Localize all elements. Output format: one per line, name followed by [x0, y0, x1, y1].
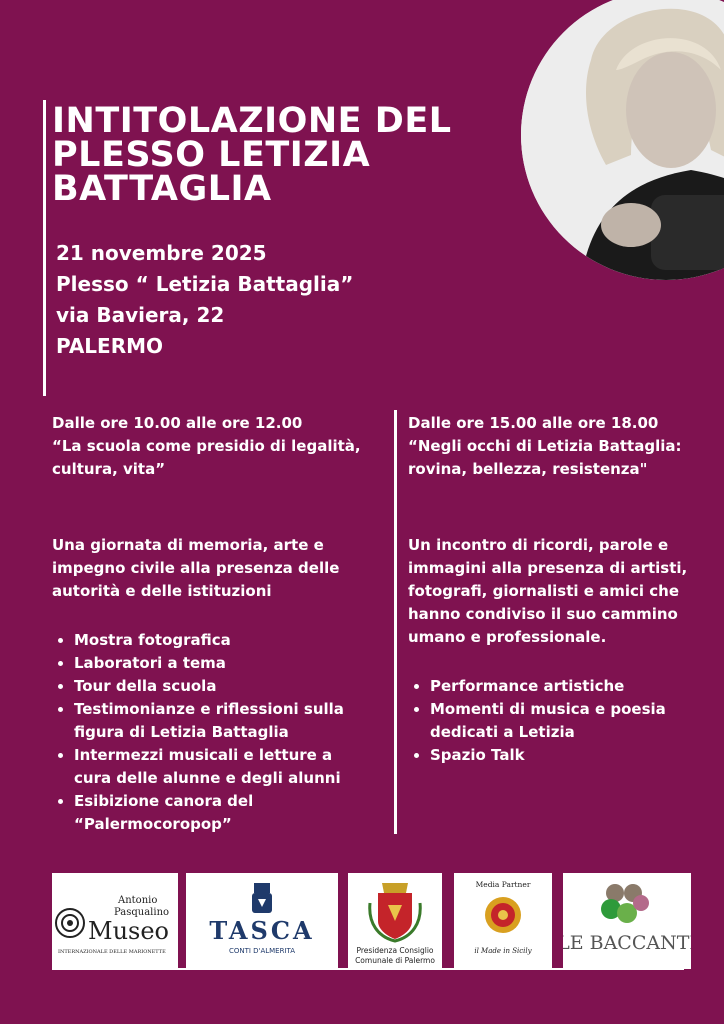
afternoon-time: Dalle ore 15.00 alle ore 18.00 [408, 414, 659, 432]
morning-description: Una giornata di memoria, arte e impegno civile alla presenza delle autorità e delle istituzioni [52, 536, 340, 600]
media-partner-name: il Made in Sicily [474, 947, 532, 955]
morning-section [52, 412, 372, 836]
title-divider-line [43, 100, 46, 396]
footer-line [52, 968, 684, 970]
tasca-name: TASCA [209, 916, 315, 945]
morning-time: Dalle ore 10.00 alle ore 12.00 [52, 414, 303, 432]
list-item: • Intermezzi musicali e letture a cura delle alunne e degli alunni [74, 744, 372, 790]
media-partner-label: Media Partner [475, 880, 531, 889]
afternoon-description: Un incontro di ricordi, parole e immagini alla presenza di artisti, fotografi, giornalisti e amici che hanno condiviso il suo cammino umano e professionale. [408, 536, 688, 646]
portrait-photo [521, 0, 724, 280]
le-baccanti-logo [563, 873, 691, 969]
afternoon-activities-list [408, 675, 708, 767]
afternoon-subtitle: “Negli occhi di Letizia Battaglia: rovina, bellezza, resistenza" [408, 437, 682, 478]
morning-activities-list [52, 629, 372, 836]
tasca-sub: CONTI D'ALMERITA [228, 947, 296, 955]
column-divider-line [394, 410, 397, 834]
presidenza-line-1: Presidenza Consiglio [356, 946, 434, 955]
event-address: via Baviera, 22 [56, 303, 225, 327]
list-item: • Momenti di musica e poesia dedicati a Letizia [430, 698, 708, 744]
tasca-logo [186, 873, 338, 969]
list-item: • Laboratori a tema [74, 652, 372, 675]
museo-line-4: INTERNAZIONALE DELLE MARIONETTE [58, 949, 166, 955]
list-item: • Spazio Talk [430, 744, 708, 767]
presidenza-line-2: Comunale di Palermo [355, 956, 435, 965]
title-line-2: PLESSO LETIZIA [52, 135, 371, 175]
museo-pasqualino-logo [52, 873, 178, 969]
list-item: • Testimonianze e riflessioni sulla figura di Letizia Battaglia [74, 698, 372, 744]
event-details [56, 238, 353, 362]
morning-subtitle: “La scuola come presidio di legalità, cultura, vita” [52, 437, 361, 478]
event-venue: Plesso “ Letizia Battaglia” [56, 272, 354, 296]
museo-line-3: Museo [88, 917, 169, 945]
afternoon-section [408, 412, 708, 767]
page-title [52, 101, 522, 209]
list-item: • Performance artistiche [430, 675, 708, 698]
list-item: • Tour della scuola [74, 675, 372, 698]
title-line-1: INTITOLAZIONE DEL [52, 101, 452, 141]
event-city: PALERMO [56, 334, 164, 358]
title-line-3: BATTAGLIA [52, 169, 272, 209]
presidenza-consiglio-logo [348, 873, 442, 969]
baccanti-name: LE BACCANTI [563, 932, 691, 954]
event-date: 21 novembre 2025 [56, 241, 267, 265]
museo-line-2: Pasqualino [114, 907, 170, 918]
list-item: • Esibizione canora del “Palermocoropop” [74, 790, 372, 836]
list-item: • Mostra fotografica [74, 629, 372, 652]
museo-line-1: Antonio [118, 895, 158, 906]
media-partner-logo [454, 873, 552, 969]
